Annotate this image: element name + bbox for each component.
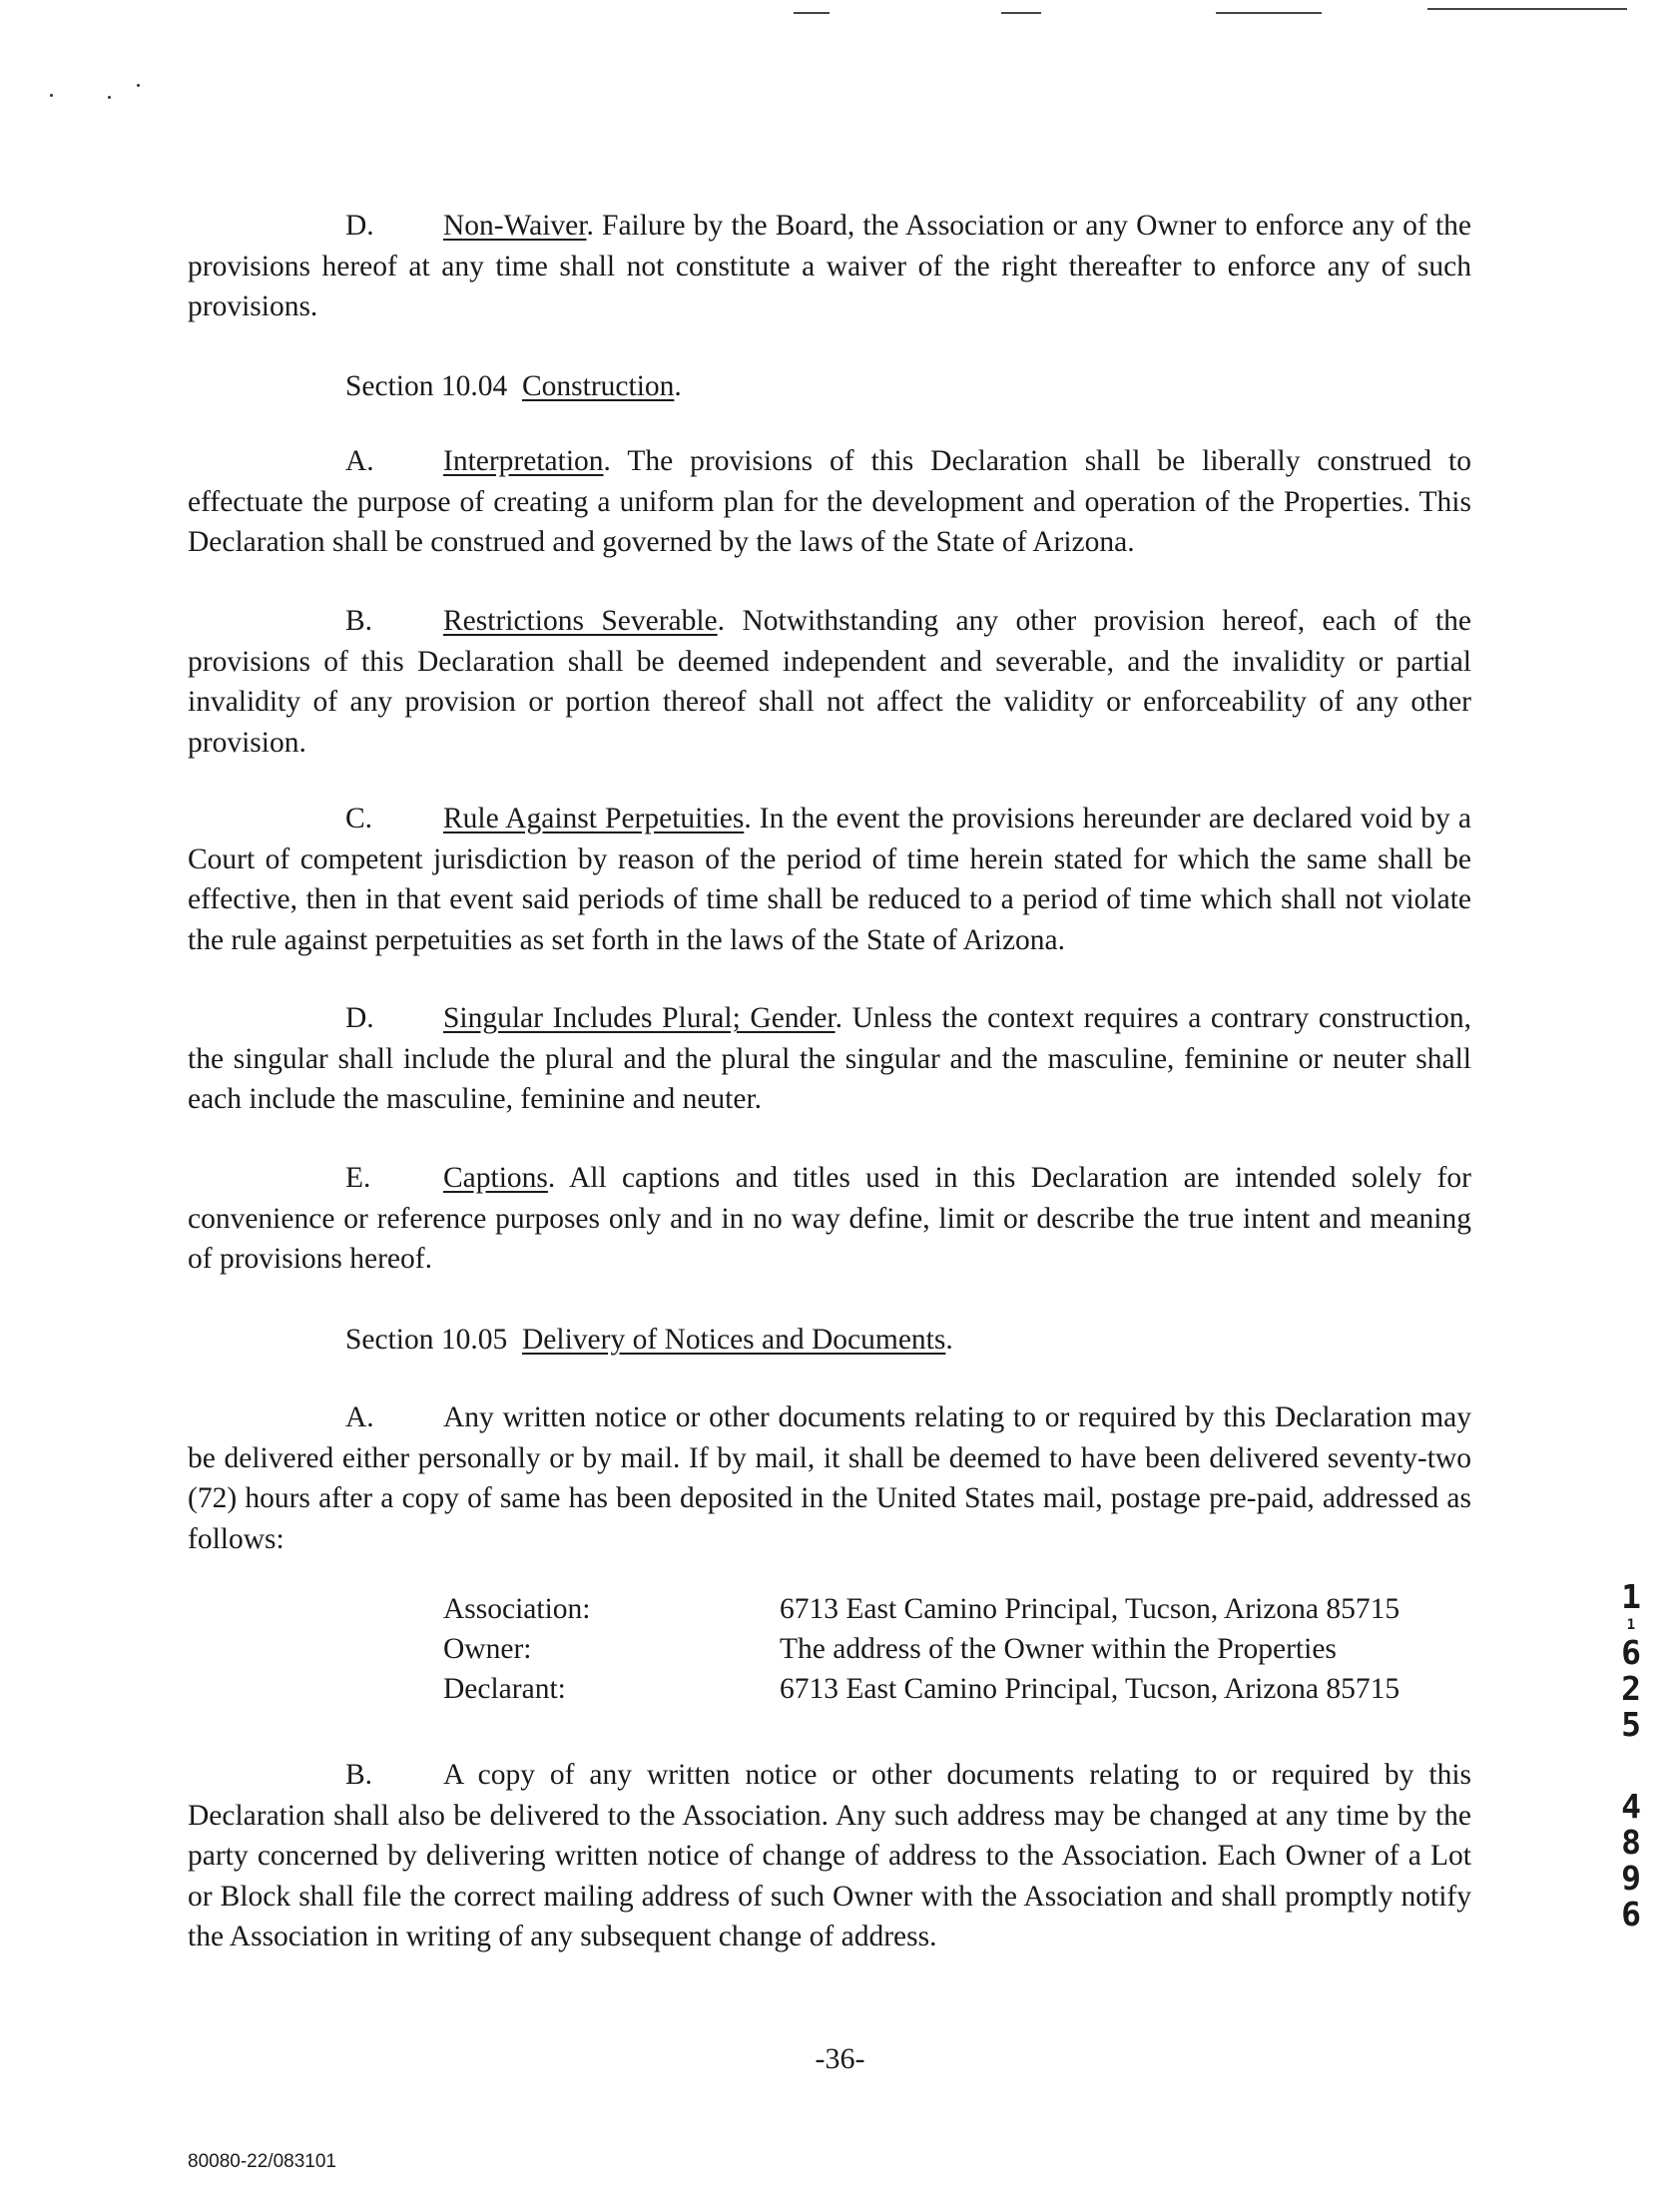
paragraph-copy-to-association — [188, 1755, 1471, 1957]
paragraph-letter: A. — [345, 445, 374, 477]
address-value: 6713 East Camino Principal, Tucson, Arizona 85715 — [780, 1593, 1400, 1625]
paragraph-letter: A. — [345, 1401, 374, 1433]
paragraph-title: Restrictions Severable — [443, 605, 718, 637]
scan-mark — [794, 12, 830, 14]
stamp-digit: 6 — [1621, 1633, 1641, 1672]
paragraph-interpretation — [188, 441, 1471, 563]
paragraph-notice-delivery — [188, 1397, 1471, 1559]
paragraph-letter: B. — [345, 1759, 373, 1791]
scan-mark — [1427, 8, 1627, 10]
paragraph-non-waiver — [188, 206, 1471, 327]
recording-stamp-bottom — [1609, 1789, 1653, 1933]
stamp-digit: 5 — [1621, 1705, 1641, 1744]
stamp-digit: 9 — [1621, 1859, 1641, 1898]
section-number: Section 10.04 — [345, 370, 508, 402]
address-value: The address of the Owner within the Properties — [780, 1633, 1337, 1665]
section-title: Construction — [522, 370, 675, 402]
paragraph-text: . Failure by the Board, the Association or any Owner to enforce any of the provisions hereof at any time shall not constitute a waiver of the right thereafter to enforce any of such provisions. — [188, 210, 1471, 322]
paragraph-text: . In the event the provisions hereunder are declared void by a Court of competent jurisdiction by reason of the period of time herein stated for which the same shall be effective, then in that event said periods of time shall be reduced to a period of time which shall not violate the rule against perpetuities as set forth in the laws of the State of Arizona. — [188, 803, 1471, 956]
recording-stamp-top — [1609, 1579, 1653, 1743]
paragraph-letter: D. — [345, 1002, 374, 1034]
section-title: Delivery of Notices and Documents — [522, 1324, 946, 1356]
paragraph-title: Non-Waiver — [443, 210, 587, 242]
paragraph-letter: E. — [345, 1162, 371, 1194]
document-code: 80080-22/083101 — [188, 2151, 336, 2172]
paragraph-text: . The provisions of this Declaration shall be liberally construed to effectuate the purpose of creating a uniform plan for the development and operation of the Properties. This Declaration shall be construed and governed by the laws of the State of Arizona. — [188, 445, 1471, 558]
stamp-digit: 4 — [1621, 1787, 1641, 1826]
address-row — [443, 1629, 1400, 1669]
stamp-digit: 8 — [1621, 1823, 1641, 1862]
paragraph-title: Singular Includes Plural; Gender — [443, 1002, 836, 1034]
scan-speck — [108, 96, 111, 99]
address-label: Association: — [443, 1593, 591, 1625]
stamp-digit: 1 — [1621, 1577, 1641, 1616]
scan-mark — [1001, 12, 1041, 14]
stamp-digit: 6 — [1621, 1895, 1641, 1934]
address-label: Declarant: — [443, 1673, 566, 1705]
scan-speck — [137, 84, 140, 87]
scan-mark — [1216, 12, 1322, 14]
address-row — [443, 1669, 1400, 1709]
paragraph-captions — [188, 1158, 1471, 1280]
paragraph-text: . All captions and titles used in this Declaration are intended solely for convenience or reference purposes only and in no way define, limit or describe the true intent and meaning of provisions hereof. — [188, 1162, 1471, 1275]
paragraph-letter: B. — [345, 605, 373, 637]
stamp-digit: 2 — [1621, 1669, 1641, 1708]
stamp-digit: 1 — [1626, 1617, 1636, 1633]
paragraph-restrictions-severable — [188, 601, 1471, 763]
paragraph-letter: C. — [345, 803, 373, 834]
address-table — [443, 1589, 1400, 1709]
address-label: Owner: — [443, 1633, 532, 1665]
paragraph-singular-plural-gender — [188, 998, 1471, 1120]
paragraph-rule-against-perpetuities — [188, 799, 1471, 960]
paragraph-text: A copy of any written notice or other documents relating to or required by this Declaration shall also be delivered to the Association. Any such address may be changed at any time by the party concerned by delivering written notice of change of address to the Association. Each Owner of a Lot or Block shall file the correct mailing address of such Owner with the Association and shall promptly notify the Association in writing of any subsequent change of address. — [188, 1759, 1471, 1952]
paragraph-letter: D. — [345, 210, 374, 242]
section-heading-10-05: Section 10.05 Delivery of Notices and Documents. — [345, 1324, 953, 1356]
section-heading-10-04: Section 10.04 Construction. — [345, 370, 682, 402]
paragraph-text: . Notwithstanding any other provision hereof, each of the provisions of this Declaration shall be deemed independent and severable, and the invalidity or partial invalidity of any provision or portion thereof shall not affect the validity or enforceability of any other provision. — [188, 605, 1472, 759]
section-number: Section 10.05 — [345, 1324, 508, 1356]
page-number: -36- — [815, 2042, 865, 2075]
paragraph-title: Captions — [443, 1162, 548, 1194]
paragraph-text: Any written notice or other documents relating to or required by this Declaration may be delivered either personally or by mail. If by mail, it shall be deemed to have been delivered seventy-two (72) hours after a copy of same has been deposited in the United States mail, postage pre-paid, addressed as follows: — [188, 1401, 1471, 1555]
scan-speck — [50, 94, 53, 97]
address-value: 6713 East Camino Principal, Tucson, Arizona 85715 — [780, 1673, 1400, 1705]
paragraph-title: Interpretation — [443, 445, 604, 477]
address-row — [443, 1589, 1400, 1629]
paragraph-text: . Unless the context requires a contrary construction, the singular shall include the plural and the plural the singular and the masculine, feminine or neuter shall each include the masculine, feminine and neuter. — [188, 1002, 1471, 1115]
paragraph-title: Rule Against Perpetuities — [443, 803, 745, 834]
